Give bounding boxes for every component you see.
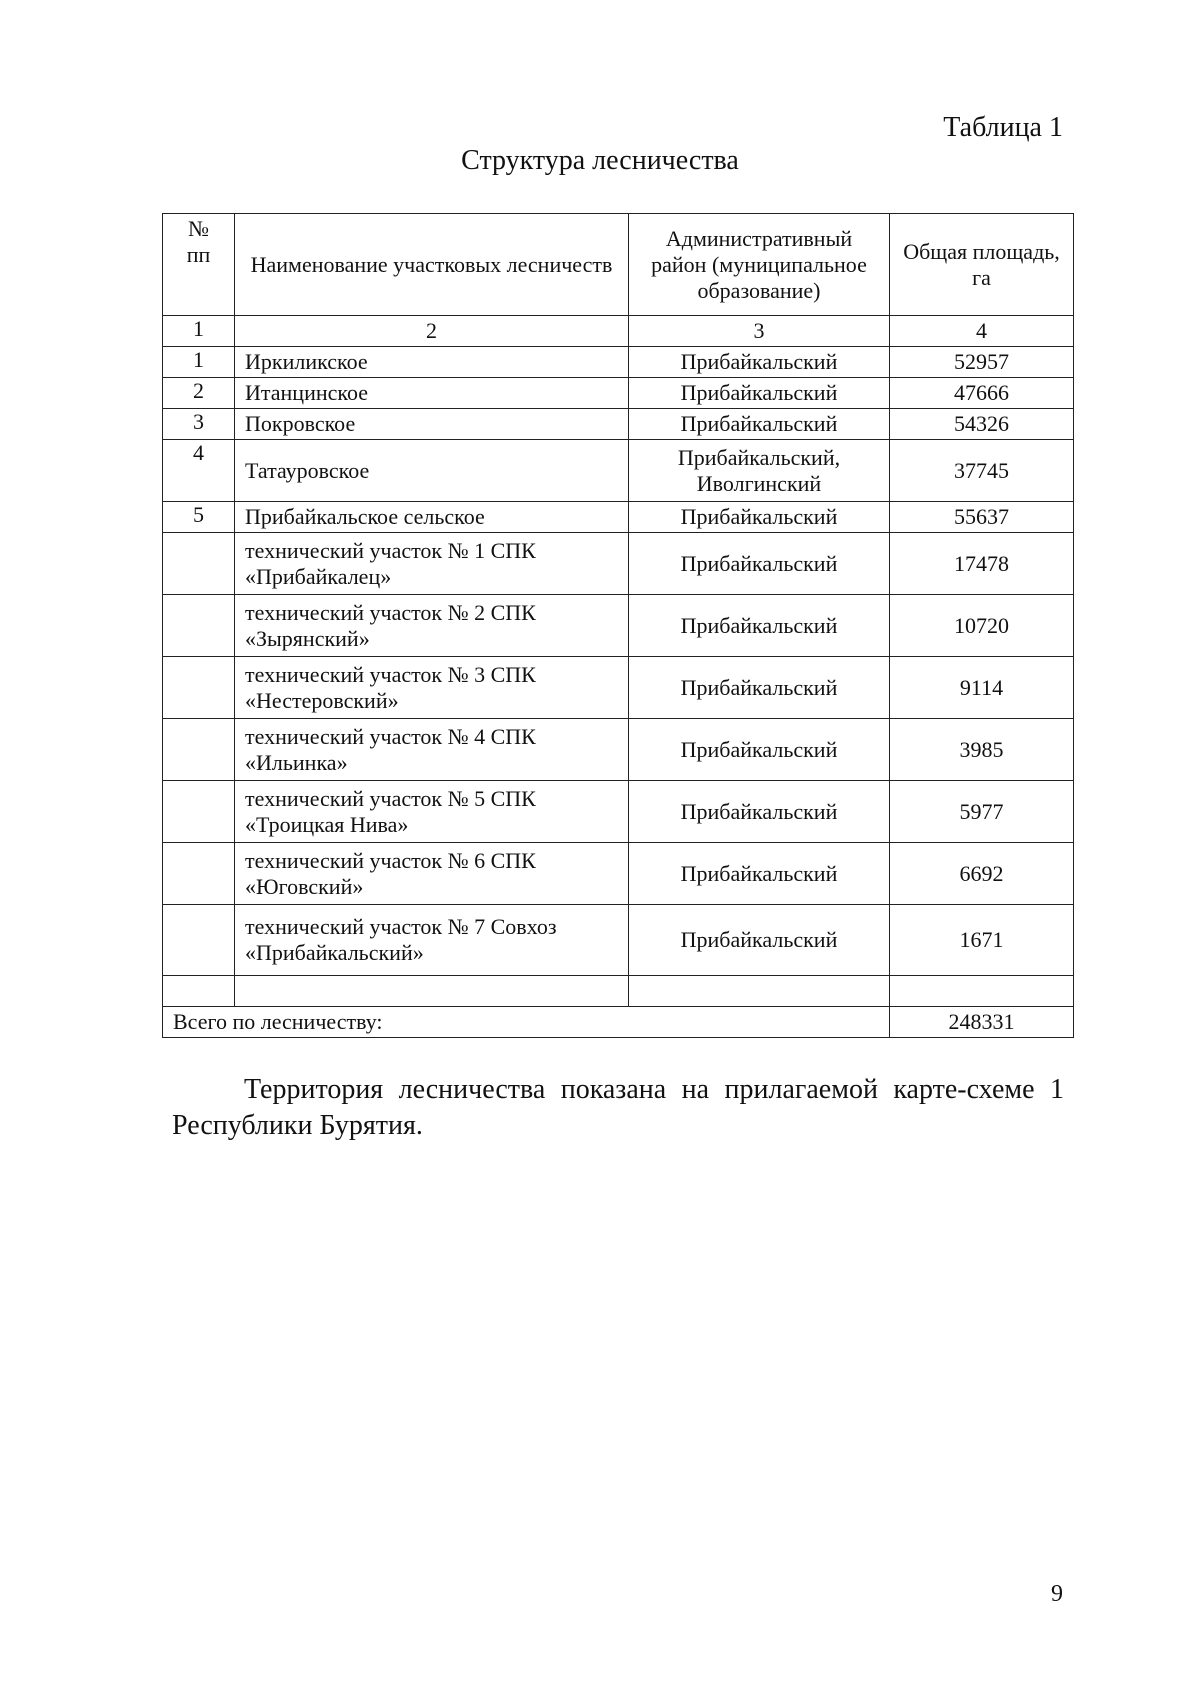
row-num: 5 — [163, 502, 235, 533]
table-row — [163, 781, 1074, 843]
empty-cell — [163, 976, 235, 1007]
row-num — [163, 595, 235, 657]
table-row — [163, 595, 1074, 657]
row-area: 9114 — [890, 657, 1074, 719]
row-num: 4 — [163, 440, 235, 502]
column-number-row — [163, 316, 1074, 347]
row-num — [163, 781, 235, 843]
header-area: Общая площадь, га — [890, 214, 1074, 316]
row-area: 17478 — [890, 533, 1074, 595]
column-number: 4 — [890, 316, 1074, 347]
paragraph-line-1: Территория лесничества показана на прилагаемой карте-схеме 1 — [244, 1074, 1064, 1105]
body-paragraph — [172, 1072, 1064, 1144]
row-num — [163, 533, 235, 595]
table-header-row — [163, 214, 1074, 316]
table-row — [163, 719, 1074, 781]
row-area: 3985 — [890, 719, 1074, 781]
table-row — [163, 905, 1074, 976]
row-district: Прибайкальский — [629, 409, 890, 440]
table-row — [163, 409, 1074, 440]
row-name: Прибайкальское сельское — [235, 502, 629, 533]
row-num: 2 — [163, 378, 235, 409]
row-name: технический участок № 7 Совхоз «Прибайкальский» — [235, 905, 629, 976]
row-name: технический участок № 2 СПК «Зырянский» — [235, 595, 629, 657]
row-name: технический участок № 3 СПК «Нестеровский» — [235, 657, 629, 719]
empty-row — [163, 976, 1074, 1007]
empty-cell — [890, 976, 1074, 1007]
row-district: Прибайкальский — [629, 719, 890, 781]
row-name: технический участок № 5 СПК «Троицкая Нива» — [235, 781, 629, 843]
row-name: технический участок № 1 СПК «Прибайкалец» — [235, 533, 629, 595]
row-area: 47666 — [890, 378, 1074, 409]
row-num: 1 — [163, 347, 235, 378]
row-district: Прибайкальский — [629, 843, 890, 905]
row-name: Итанцинское — [235, 378, 629, 409]
table-row — [163, 378, 1074, 409]
table-row — [163, 657, 1074, 719]
column-number: 1 — [163, 316, 235, 347]
row-num — [163, 843, 235, 905]
row-name: технический участок № 4 СПК «Ильинка» — [235, 719, 629, 781]
row-num — [163, 657, 235, 719]
row-area: 37745 — [890, 440, 1074, 502]
total-value: 248331 — [890, 1007, 1074, 1038]
row-area: 55637 — [890, 502, 1074, 533]
row-name: Татауровское — [235, 440, 629, 502]
column-number: 2 — [235, 316, 629, 347]
table-row — [163, 843, 1074, 905]
total-label: Всего по лесничеству: — [163, 1007, 890, 1038]
header-district: Административный район (муниципальное образование) — [629, 214, 890, 316]
row-area: 10720 — [890, 595, 1074, 657]
paragraph-line-2: Республики Бурятия. — [172, 1110, 423, 1141]
row-district: Прибайкальский, Иволгинский — [629, 440, 890, 502]
table-row — [163, 502, 1074, 533]
table-row — [163, 533, 1074, 595]
row-district: Прибайкальский — [629, 502, 890, 533]
row-area: 1671 — [890, 905, 1074, 976]
document-title: Структура лесничества — [461, 145, 739, 176]
row-area: 5977 — [890, 781, 1074, 843]
row-name: технический участок № 6 СПК «Юговский» — [235, 843, 629, 905]
row-district: Прибайкальский — [629, 533, 890, 595]
header-name: Наименование участковых лесничеств — [235, 214, 629, 316]
row-district: Прибайкальский — [629, 378, 890, 409]
total-row — [163, 1007, 1074, 1038]
row-area: 52957 — [890, 347, 1074, 378]
row-area: 54326 — [890, 409, 1074, 440]
table-row — [163, 440, 1074, 502]
empty-cell — [629, 976, 890, 1007]
column-number: 3 — [629, 316, 890, 347]
row-num — [163, 905, 235, 976]
row-area: 6692 — [890, 843, 1074, 905]
row-district: Прибайкальский — [629, 657, 890, 719]
row-district: Прибайкальский — [629, 905, 890, 976]
row-name: Иркиликское — [235, 347, 629, 378]
row-num — [163, 719, 235, 781]
row-name: Покровское — [235, 409, 629, 440]
row-district: Прибайкальский — [629, 347, 890, 378]
empty-cell — [235, 976, 629, 1007]
row-district: Прибайкальский — [629, 595, 890, 657]
forestry-structure-table — [162, 213, 1074, 1038]
row-district: Прибайкальский — [629, 781, 890, 843]
table-row — [163, 347, 1074, 378]
table-label: Таблица 1 — [943, 112, 1063, 143]
row-num: 3 — [163, 409, 235, 440]
page-number: 9 — [1051, 1581, 1063, 1607]
header-num: № пп — [163, 214, 235, 316]
